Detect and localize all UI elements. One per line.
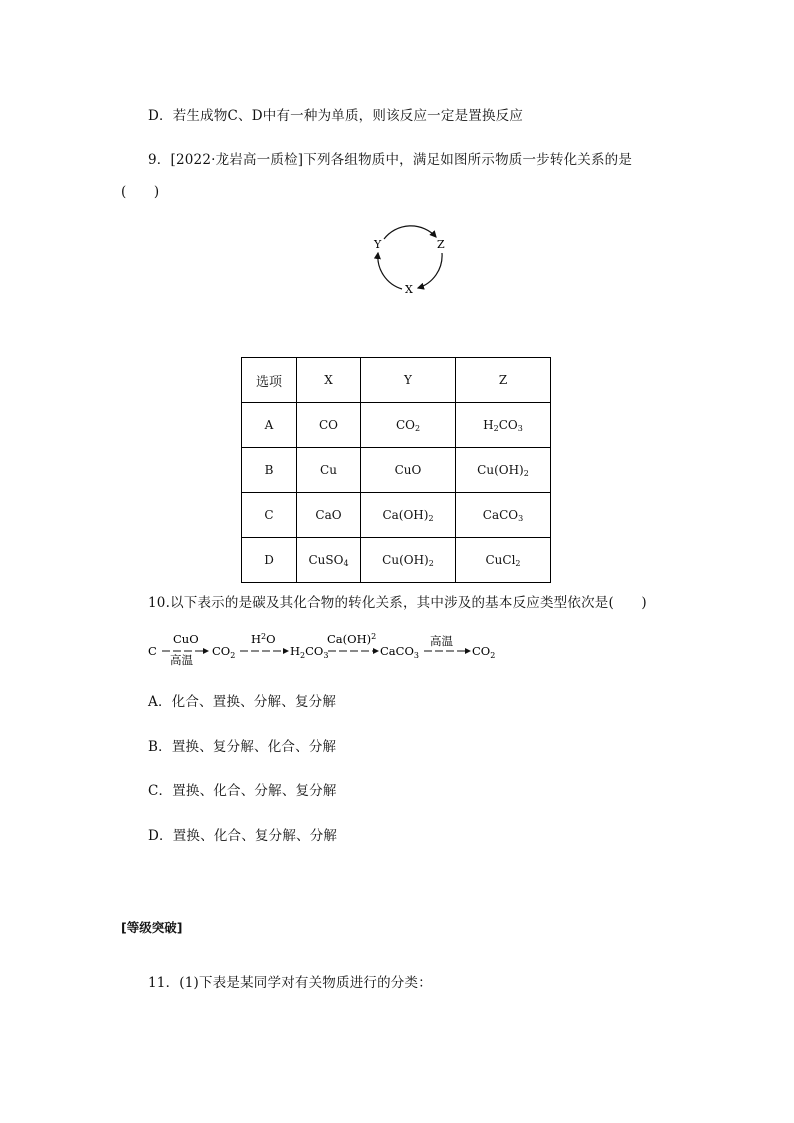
q8-option-d: D．若生成物C、D中有一种为单质，则该反应一定是置换反应 — [148, 108, 524, 124]
conversion-cycle-diagram — [360, 215, 460, 305]
q10-option-c: C．置换、化合、分解、复分解 — [148, 783, 337, 799]
flow-h2co3: $H_2CO_3$ — [290, 644, 329, 660]
row-y: $CO_2$ — [361, 403, 456, 448]
arrow-z-to-x — [418, 253, 442, 288]
table-row — [242, 448, 551, 493]
row-z: $Cu(OH)_2$ — [456, 448, 551, 493]
q9-stem: 9．[2022·龙岩高一质检]下列各组物质中，满足如图所示物质一步转化关系的是 — [148, 152, 633, 168]
q11-stem: 11．(1)下表是某同学对有关物质进行的分类： — [148, 975, 432, 991]
row-option: A — [242, 403, 297, 448]
row-z: CaCO$_3$ — [456, 493, 551, 538]
flow-cond1-top: CuO — [173, 632, 199, 646]
table-header-row — [242, 358, 551, 403]
section-title: [等级突破] — [121, 920, 183, 935]
carbon-conversion-flow — [140, 626, 520, 670]
header-cell: Y — [361, 358, 456, 403]
q10-stem: 10.以下表示的是碳及其化合物的转化关系，其中涉及的基本反应类型依次是( ) — [148, 595, 647, 611]
flow-co2-b: $CO_2$ — [472, 644, 496, 660]
cycle-label-z: Z — [437, 238, 445, 251]
cycle-label-x: X — [405, 283, 413, 296]
row-option: D — [242, 538, 297, 583]
flow-cond3-top: Ca(OH)$^2$ — [327, 632, 377, 646]
q10-option-d: D．置换、化合、复分解、分解 — [148, 828, 338, 844]
flow-c: C — [148, 644, 157, 658]
row-y: CuO — [361, 448, 456, 493]
row-y: $Cu(OH)_2$ — [361, 538, 456, 583]
table-row — [242, 493, 551, 538]
table-row — [242, 403, 551, 448]
q10-option-a: A．化合、置换、分解、复分解 — [148, 694, 337, 710]
row-x: CaO — [297, 493, 361, 538]
flow-cond4-top: 高温 — [430, 634, 453, 648]
row-y: $Ca(OH)_2$ — [361, 493, 456, 538]
q10-option-b: B．置换、复分解、化合、分解 — [148, 739, 337, 755]
row-z: $H_2CO_3$ — [456, 403, 551, 448]
flow-cond1-bottom: 高温 — [170, 653, 193, 667]
q9-options-table — [241, 357, 551, 583]
header-cell: X — [297, 358, 361, 403]
arrow-y-to-z — [384, 226, 436, 239]
q9-answer-paren: ( ) — [121, 184, 160, 200]
header-cell: Z — [456, 358, 551, 403]
flow-caco3: CaCO$_3$ — [380, 644, 419, 660]
header-cell: 选项 — [242, 358, 297, 403]
table-row — [242, 538, 551, 583]
row-x: Cu — [297, 448, 361, 493]
row-z: CuCl$_2$ — [456, 538, 551, 583]
arrow-x-to-y — [378, 253, 402, 289]
cycle-label-y: Y — [374, 238, 382, 251]
row-x: CO — [297, 403, 361, 448]
row-x: CuSO$_4$ — [297, 538, 361, 583]
flow-cond2-top: $H^2O$ — [251, 632, 276, 646]
flow-co2-a: $CO_2$ — [212, 644, 236, 660]
row-option: B — [242, 448, 297, 493]
row-option: C — [242, 493, 297, 538]
